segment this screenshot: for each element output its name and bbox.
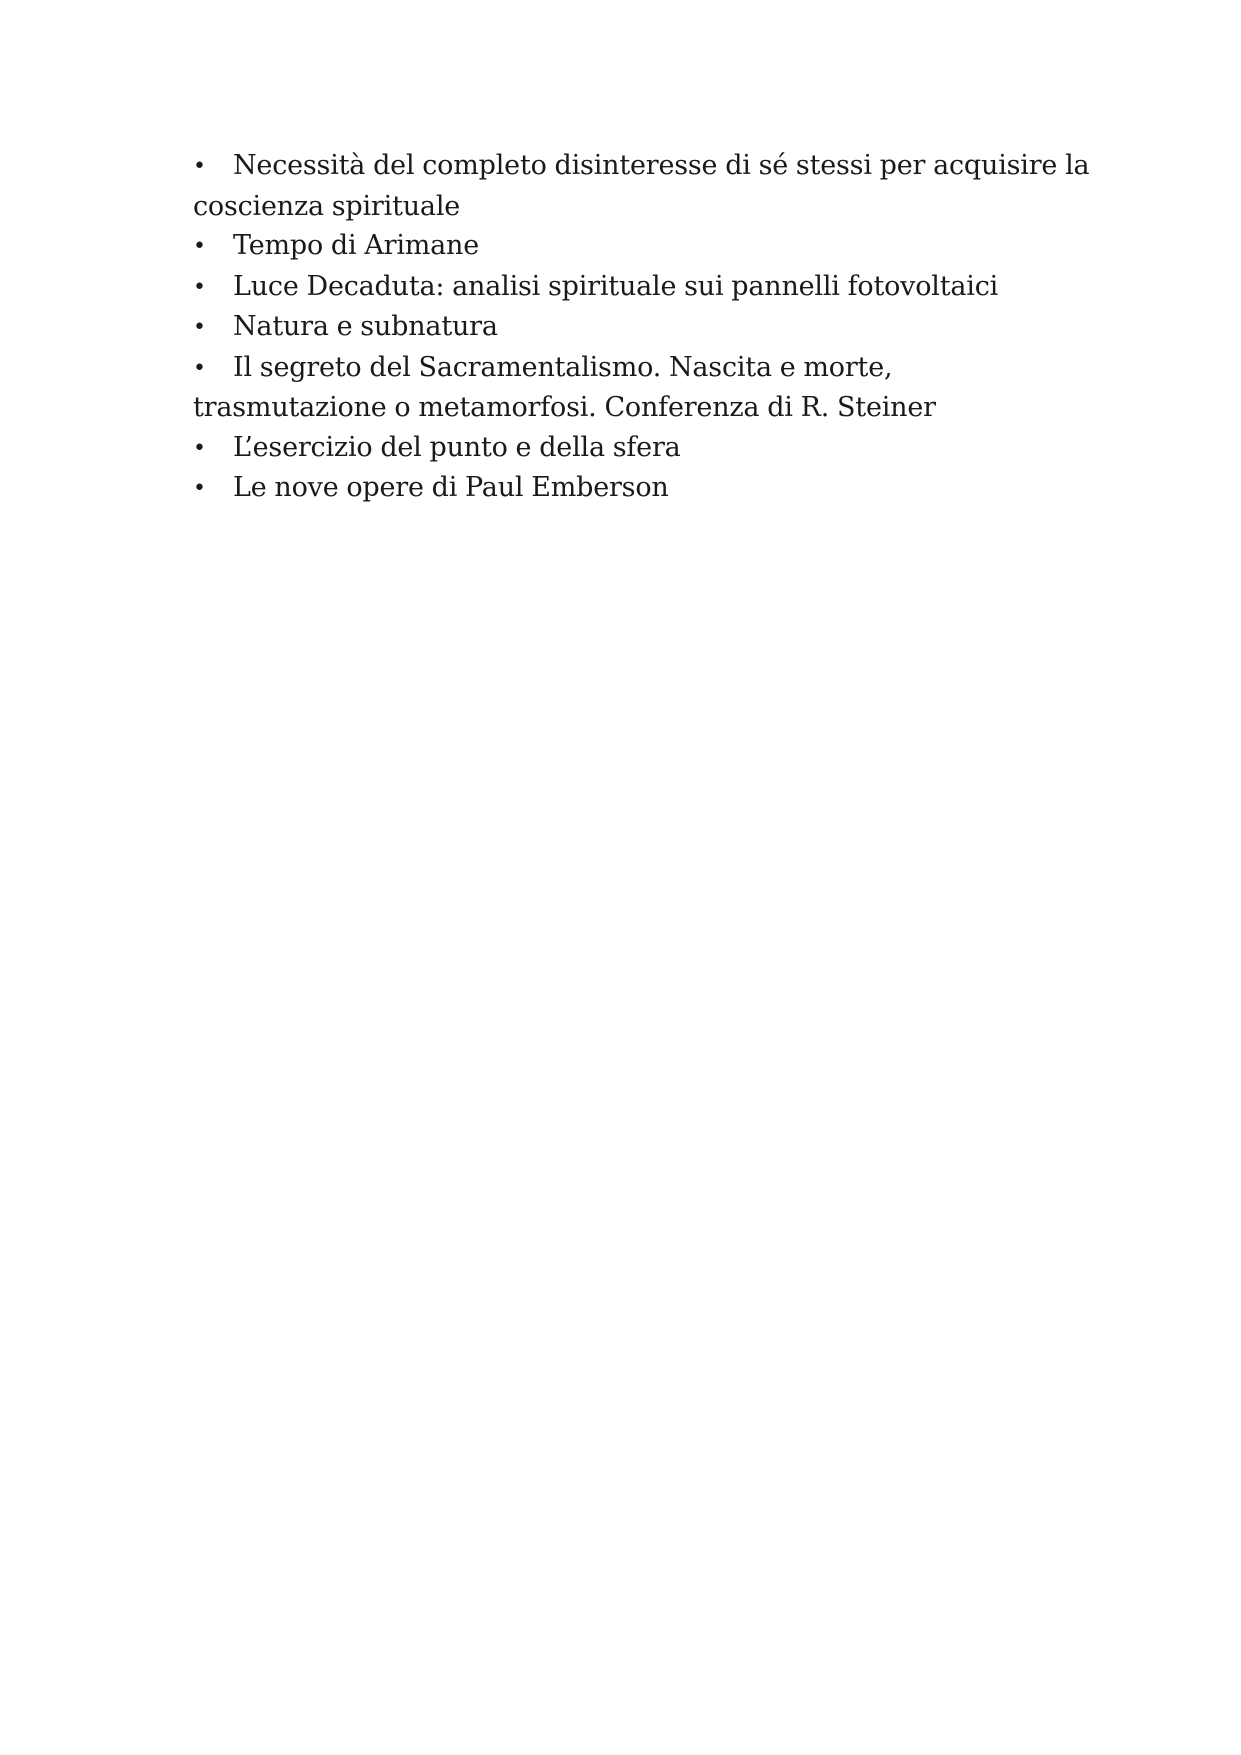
bullet-icon: •	[193, 435, 206, 461]
list-item-text: Natura e subnatura	[233, 311, 498, 342]
list-item	[193, 307, 1093, 348]
list-item	[193, 428, 1093, 469]
list-item	[193, 146, 1093, 226]
list-item-text: Luce Decaduta: analisi spirituale sui pannelli fotovoltaici	[233, 270, 999, 302]
bullet-icon: •	[193, 154, 206, 179]
bullet-list	[193, 146, 1093, 509]
list-item-text: Le nove opere di Paul Emberson	[233, 472, 669, 503]
list-item-text: Necessità del completo disinteresse di sé stessi per acquisire la coscienza spirituale	[193, 150, 1090, 222]
bullet-icon: •	[193, 274, 206, 300]
list-item-text: Il segreto del Sacramentalismo. Nascita e morte, trasmutazione o metamorfosi. Conferenza di R. Steiner	[193, 351, 936, 423]
bullet-icon: •	[193, 315, 206, 340]
bullet-icon: •	[193, 476, 206, 501]
bullet-icon: •	[193, 234, 206, 259]
page-content	[193, 146, 1093, 509]
list-item	[193, 348, 1093, 428]
list-item	[193, 226, 1093, 267]
list-item-text: Tempo di Arimane	[233, 230, 480, 261]
list-item	[193, 267, 1093, 308]
list-item-text: L’esercizio del punto e della sfera	[233, 431, 681, 463]
list-item	[193, 468, 1093, 509]
bullet-icon: •	[193, 355, 206, 381]
